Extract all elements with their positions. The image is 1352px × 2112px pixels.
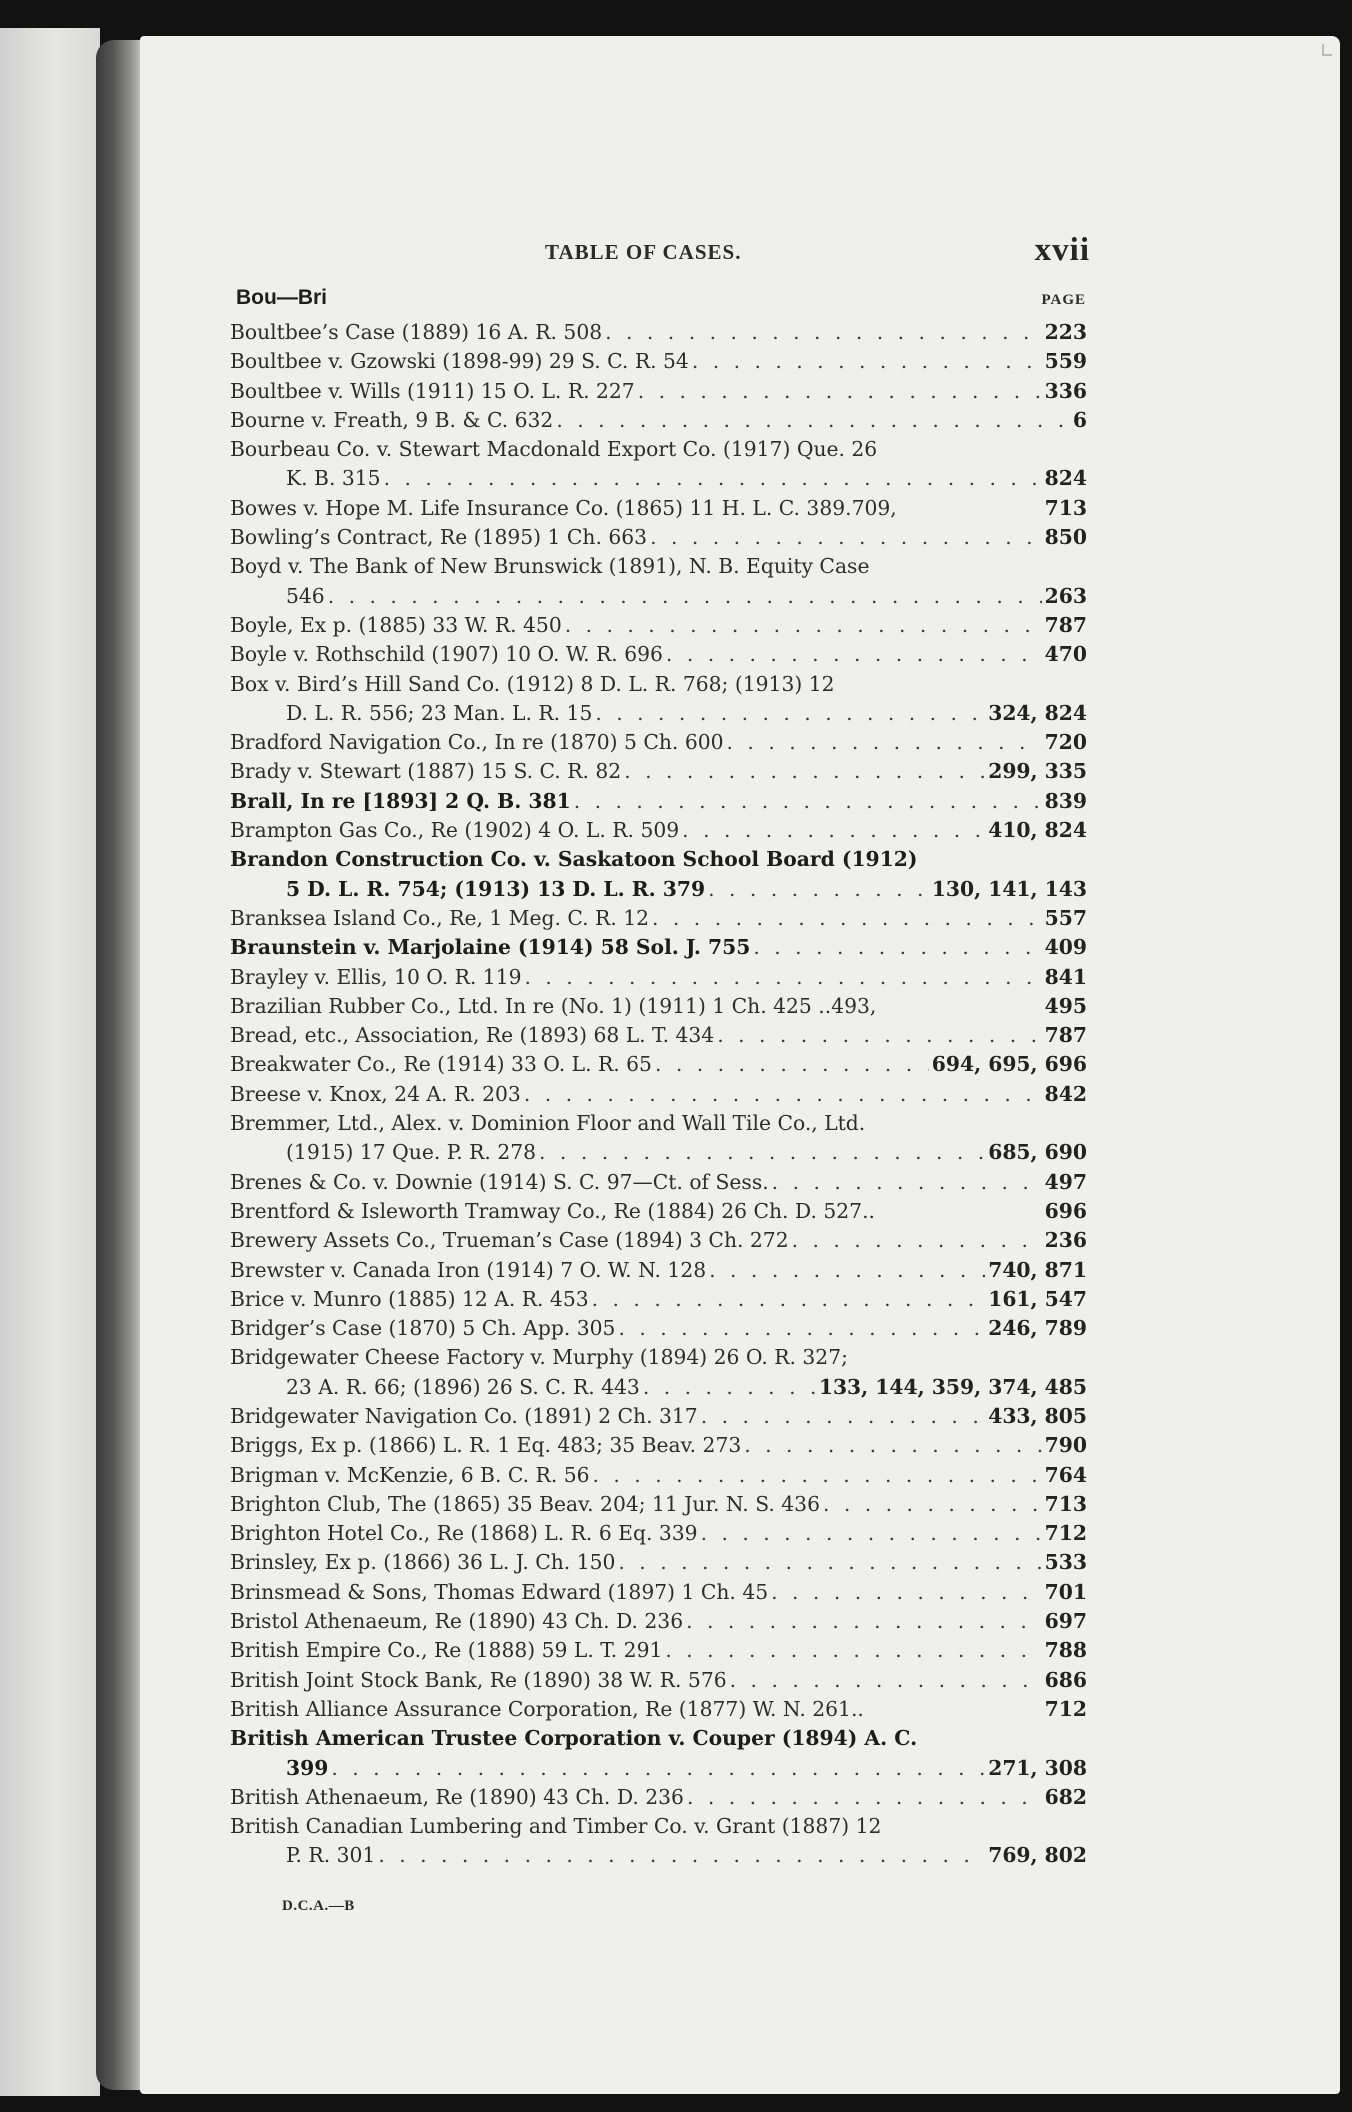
case-citation: Brazilian Rubber Co., Ltd. In re (No. 1) (1911) 1 Ch. 425 ..493, <box>230 993 877 1018</box>
case-entry <box>230 494 1087 523</box>
case-entry-line <box>230 1666 1087 1695</box>
case-entry-line <box>230 1226 1087 1255</box>
case-entry <box>230 1607 1087 1636</box>
dot-leader <box>709 1256 985 1285</box>
case-entry-line <box>230 1695 1087 1724</box>
page-reference: 130, 141, 143 <box>931 876 1087 901</box>
case-citation: Breakwater Co., Re (1914) 33 O. L. R. 65 <box>230 1052 652 1077</box>
case-citation: Bridger’s Case (1870) 5 Ch. App. 305 <box>230 1316 616 1341</box>
case-entry <box>230 318 1087 347</box>
page-reference: 685, 690 <box>988 1140 1087 1165</box>
case-entry-line <box>230 1754 1087 1783</box>
case-entry-line <box>230 347 1087 376</box>
case-entry-line <box>230 1373 1087 1402</box>
case-entry <box>230 1548 1087 1577</box>
dot-leader <box>692 347 1042 376</box>
dot-leader <box>574 787 1042 816</box>
case-list <box>230 318 1087 1871</box>
case-entry <box>230 845 1087 904</box>
case-entry-line <box>230 318 1087 347</box>
case-entry <box>230 992 1087 1021</box>
case-entry-line <box>230 1783 1087 1812</box>
dot-leader <box>717 1021 1041 1050</box>
case-entry <box>230 1343 1087 1402</box>
case-citation: British Empire Co., Re (1888) 59 L. T. 291 <box>230 1638 663 1663</box>
page-reference: 336 <box>1044 378 1087 403</box>
case-entry-line <box>230 494 1087 523</box>
dot-leader <box>701 1402 986 1431</box>
case-entry-line <box>230 377 1087 406</box>
case-entry-line <box>230 1841 1087 1870</box>
page-reference: 271, 308 <box>988 1755 1087 1780</box>
dot-leader <box>665 1636 1041 1665</box>
case-entry-line <box>230 1607 1087 1636</box>
case-entry-line <box>230 699 1087 728</box>
case-citation: British Athenaeum, Re (1890) 43 Ch. D. 236 <box>230 1784 684 1809</box>
page-reference: 686 <box>1044 1667 1087 1692</box>
case-entry <box>230 787 1087 816</box>
case-citation: Brewery Assets Co., Trueman’s Case (1894) 3 Ch. 272 <box>230 1228 789 1253</box>
case-citation: Brighton Club, The (1865) 35 Beav. 204; 11 Jur. N. S. 436 <box>230 1491 820 1516</box>
case-entry-line <box>230 728 1087 757</box>
dot-leader <box>772 1168 1042 1197</box>
case-citation: Bread, etc., Association, Re (1893) 68 L. T. 434 <box>230 1023 715 1048</box>
page-number: xvii <box>1034 232 1090 268</box>
page-reference: 133, 144, 359, 374, 485 <box>818 1374 1087 1399</box>
case-citation: Brighton Hotel Co., Re (1868) L. R. 6 Eq. 339 <box>230 1521 698 1546</box>
page-reference: 236 <box>1044 1228 1087 1253</box>
case-entry <box>230 1490 1087 1519</box>
page-reference: 161, 547 <box>988 1286 1087 1311</box>
dot-leader <box>655 1050 929 1079</box>
case-citation: Brady v. Stewart (1887) 15 S. C. R. 82 <box>230 759 622 784</box>
facing-page-edge <box>0 28 100 2096</box>
dot-leader <box>638 377 1042 406</box>
dot-leader <box>792 1226 1042 1255</box>
page-reference: 697 <box>1044 1609 1087 1634</box>
case-entry <box>230 1109 1087 1168</box>
case-citation: P. R. 301 <box>286 1843 376 1868</box>
case-entry-line <box>230 582 1087 611</box>
case-citation: 5 D. L. R. 754; (1913) 13 D. L. R. 379 <box>286 876 706 901</box>
dot-leader <box>595 699 985 728</box>
dot-leader <box>378 1841 985 1870</box>
case-citation: Brewster v. Canada Iron (1914) 7 O. W. N. 128 <box>230 1257 707 1282</box>
case-entry-line <box>230 1519 1087 1548</box>
case-citation: British Alliance Assurance Corporation, Re (1877) W. N. 261.. <box>230 1696 864 1721</box>
page-reference: 324, 824 <box>988 700 1087 725</box>
case-citation: Brinsley, Ex p. (1866) 36 L. J. Ch. 150 <box>230 1550 616 1575</box>
case-entry <box>230 1783 1087 1812</box>
page-reference: 701 <box>1044 1579 1087 1604</box>
case-entry-first-line: Boyd v. The Bank of New Brunswick (1891), N. B. Equity Case <box>230 554 870 579</box>
dot-leader <box>686 1607 1042 1636</box>
dot-leader <box>525 963 1042 992</box>
case-entry <box>230 933 1087 962</box>
case-entry <box>230 963 1087 992</box>
page-column-heading: PAGE <box>1041 292 1086 308</box>
case-entry <box>230 1402 1087 1431</box>
case-citation: K. B. 315 <box>286 466 381 491</box>
case-entry-first-line: British American Trustee Corporation v. Couper (1894) A. C. <box>230 1726 918 1751</box>
case-entry <box>230 1256 1087 1285</box>
dot-leader <box>624 757 985 786</box>
dot-leader <box>328 582 1042 611</box>
dot-leader <box>643 1373 816 1402</box>
case-citation: Brampton Gas Co., Re (1902) 4 O. L. R. 509 <box>230 818 680 843</box>
page-reference: 246, 789 <box>988 1316 1087 1341</box>
case-entry-line <box>230 757 1087 786</box>
page-reference: 790 <box>1044 1433 1087 1458</box>
page-reference: 410, 824 <box>988 818 1087 843</box>
case-entry-line <box>230 406 1087 435</box>
case-entry <box>230 757 1087 786</box>
running-title: TABLE OF CASES. <box>545 240 742 264</box>
page-reference: 694, 695, 696 <box>931 1052 1087 1077</box>
case-citation: D. L. R. 556; 23 Man. L. R. 15 <box>286 700 593 725</box>
page-reference: 559 <box>1044 349 1087 374</box>
page-reference: 764 <box>1044 1462 1087 1487</box>
case-citation: Brinsmead & Sons, Thomas Edward (1897) 1 Ch. 45 <box>230 1579 769 1604</box>
case-citation: Brenes & Co. v. Downie (1914) S. C. 97—Ct. of Sess. <box>230 1169 769 1194</box>
page-reference: 497 <box>1044 1169 1087 1194</box>
case-entry-line <box>230 1431 1087 1460</box>
case-entry-first-line: British Canadian Lumbering and Timber Co. v. Grant (1887) 12 <box>230 1814 882 1839</box>
dot-leader <box>708 875 929 904</box>
case-citation: Boultbee’s Case (1889) 16 A. R. 508 <box>230 320 603 344</box>
case-citation: (1915) 17 Que. P. R. 278 <box>286 1140 537 1165</box>
case-entry <box>230 1666 1087 1695</box>
case-entry-first-line: Brandon Construction Co. v. Saskatoon School Board (1912) <box>230 847 918 872</box>
case-entry <box>230 1636 1087 1665</box>
page-reference: 712 <box>1044 1521 1087 1546</box>
page-reference: 299, 335 <box>988 759 1087 784</box>
case-citation: Bowes v. Hope M. Life Insurance Co. (1865) 11 H. L. C. 389.709, <box>230 495 897 520</box>
dot-leader <box>592 1285 986 1314</box>
page-reference: 682 <box>1044 1784 1087 1809</box>
case-entry-line <box>230 1080 1087 1109</box>
case-entry-line <box>230 1021 1087 1050</box>
case-entry-line <box>230 1168 1087 1197</box>
case-entry-line <box>230 523 1087 552</box>
case-citation: British Joint Stock Bank, Re (1890) 38 W. R. 576 <box>230 1667 727 1692</box>
case-entry <box>230 377 1087 406</box>
case-entry <box>230 1695 1087 1724</box>
case-entry-line <box>230 1314 1087 1343</box>
page-reference: 223 <box>1044 320 1087 344</box>
page-reference: 713 <box>1044 495 1087 520</box>
case-entry <box>230 1021 1087 1050</box>
dot-leader <box>652 904 1042 933</box>
page-reference: 769, 802 <box>988 1843 1087 1868</box>
page-reference: 850 <box>1044 525 1087 550</box>
case-citation: Boyle, Ex p. (1885) 33 W. R. 450 <box>230 612 562 637</box>
dot-leader <box>701 1519 1042 1548</box>
case-entry-line <box>230 1138 1087 1167</box>
case-citation: Brice v. Munro (1885) 12 A. R. 453 <box>230 1286 589 1311</box>
case-entry <box>230 1168 1087 1197</box>
corner-mark <box>1322 44 1332 56</box>
dot-leader <box>605 318 1042 347</box>
case-entry-line <box>230 1402 1087 1431</box>
case-entry-line <box>230 1490 1087 1519</box>
case-citation: Bristol Athenaeum, Re (1890) 43 Ch. D. 236 <box>230 1609 684 1634</box>
case-entry-line <box>230 787 1087 816</box>
case-entry <box>230 435 1087 494</box>
case-entry <box>230 1812 1087 1871</box>
case-entry <box>230 611 1087 640</box>
case-entry <box>230 904 1087 933</box>
dot-leader <box>753 933 1041 962</box>
case-citation: Bridgewater Navigation Co. (1891) 2 Ch. 317 <box>230 1403 698 1428</box>
case-entry-line <box>230 1256 1087 1285</box>
case-entry <box>230 728 1087 757</box>
case-entry-line <box>230 1050 1087 1079</box>
case-entry <box>230 552 1087 611</box>
dot-leader <box>384 464 1042 493</box>
page-reference: 788 <box>1044 1638 1087 1663</box>
case-entry <box>230 1431 1087 1460</box>
dot-leader <box>565 611 1042 640</box>
case-citation: 546 <box>286 583 325 608</box>
page-reference: 841 <box>1044 964 1087 989</box>
dot-leader <box>650 523 1042 552</box>
case-entry <box>230 1724 1087 1783</box>
case-entry-line <box>230 1578 1087 1607</box>
signature-mark: D.C.A.—B <box>282 1898 355 1914</box>
page-reference: 839 <box>1044 788 1087 813</box>
case-entry-line <box>230 1636 1087 1665</box>
case-entry-line <box>230 933 1087 962</box>
page-reference: 495 <box>1044 993 1087 1018</box>
case-citation: Brall, In re [1893] 2 Q. B. 381 <box>230 788 571 813</box>
case-entry <box>230 1314 1087 1343</box>
page-reference: 557 <box>1044 905 1087 930</box>
case-citation: 23 A. R. 66; (1896) 26 S. C. R. 443 <box>286 1374 640 1399</box>
dot-leader <box>331 1754 985 1783</box>
dot-leader <box>618 1314 985 1343</box>
book-gutter <box>96 40 144 2090</box>
case-citation: Boyle v. Rothschild (1907) 10 O. W. R. 696 <box>230 642 663 667</box>
case-entry <box>230 670 1087 729</box>
dot-leader <box>682 816 985 845</box>
case-citation: 399 <box>286 1755 329 1780</box>
dot-leader <box>823 1490 1042 1519</box>
case-entry-first-line: Box v. Bird’s Hill Sand Co. (1912) 8 D. L. R. 768; (1913) 12 <box>230 671 835 696</box>
case-citation: Braunstein v. Marjolaine (1914) 58 Sol. J. 755 <box>230 935 751 960</box>
page-reference: 696 <box>1044 1198 1087 1223</box>
page-reference: 6 <box>1072 407 1087 432</box>
page-reference: 470 <box>1044 642 1087 667</box>
case-entry <box>230 640 1087 669</box>
page-reference: 787 <box>1044 612 1087 637</box>
page-reference: 842 <box>1044 1081 1087 1106</box>
case-entry <box>230 1285 1087 1314</box>
case-entry <box>230 1519 1087 1548</box>
case-entry <box>230 347 1087 376</box>
case-entry-line <box>230 816 1087 845</box>
page-reference: 533 <box>1044 1550 1087 1575</box>
case-citation: Breese v. Knox, 24 A. R. 203 <box>230 1081 521 1106</box>
case-entry <box>230 1050 1087 1079</box>
case-entry <box>230 1226 1087 1255</box>
case-entry <box>230 816 1087 845</box>
case-entry <box>230 1080 1087 1109</box>
case-entry-line <box>230 640 1087 669</box>
alphabet-range: Bou—Bri <box>236 286 327 309</box>
case-entry-line <box>230 1197 1087 1226</box>
case-citation: Brigman v. McKenzie, 6 B. C. R. 56 <box>230 1462 590 1487</box>
page-reference: 409 <box>1044 935 1087 960</box>
dot-leader <box>730 1666 1042 1695</box>
case-citation: Boultbee v. Gzowski (1898-99) 29 S. C. R. 54 <box>230 349 689 374</box>
case-citation: Bourne v. Freath, 9 B. & C. 632 <box>230 407 554 432</box>
case-entry <box>230 1578 1087 1607</box>
page-reference: 712 <box>1044 1696 1087 1721</box>
page-reference: 740, 871 <box>988 1257 1087 1282</box>
page-reference: 713 <box>1044 1491 1087 1516</box>
dot-leader <box>618 1548 1041 1577</box>
dot-leader <box>593 1461 1042 1490</box>
case-citation: Bradford Navigation Co., In re (1870) 5 Ch. 600 <box>230 730 724 755</box>
range-row <box>236 286 1086 316</box>
dot-leader <box>556 406 1070 435</box>
case-entry <box>230 1461 1087 1490</box>
page-reference: 824 <box>1044 466 1087 491</box>
case-entry-line <box>230 1548 1087 1577</box>
dot-leader <box>744 1431 1041 1460</box>
case-entry-line <box>230 1461 1087 1490</box>
case-entry-line <box>230 1285 1087 1314</box>
case-entry <box>230 406 1087 435</box>
case-entry-first-line: Bridgewater Cheese Factory v. Murphy (1894) 26 O. R. 327; <box>230 1345 848 1370</box>
case-citation: Briggs, Ex p. (1866) L. R. 1 Eq. 483; 35 Beav. 273 <box>230 1433 742 1458</box>
case-entry <box>230 523 1087 552</box>
page-reference: 263 <box>1044 583 1087 608</box>
case-citation: Branksea Island Co., Re, 1 Meg. C. R. 12 <box>230 905 650 930</box>
case-citation: Bowling’s Contract, Re (1895) 1 Ch. 663 <box>230 525 648 550</box>
case-citation: Boultbee v. Wills (1911) 15 O. L. R. 227 <box>230 378 635 403</box>
case-entry <box>230 1197 1087 1226</box>
page-reference: 787 <box>1044 1023 1087 1048</box>
case-citation: Brayley v. Ellis, 10 O. R. 119 <box>230 964 522 989</box>
case-entry-line <box>230 963 1087 992</box>
case-citation: Brentford & Isleworth Tramway Co., Re (1884) 26 Ch. D. 527.. <box>230 1198 875 1223</box>
dot-leader <box>687 1783 1042 1812</box>
case-entry-line <box>230 904 1087 933</box>
page-reference: 720 <box>1044 730 1087 755</box>
case-entry-first-line: Bourbeau Co. v. Stewart Macdonald Export Co. (1917) Que. 26 <box>230 437 878 462</box>
case-entry-first-line: Bremmer, Ltd., Alex. v. Dominion Floor and Wall Tile Co., Ltd. <box>230 1111 866 1136</box>
case-entry-line <box>230 611 1087 640</box>
dot-leader <box>524 1080 1042 1109</box>
dot-leader <box>727 728 1042 757</box>
page-reference: 433, 805 <box>988 1403 1087 1428</box>
case-entry-line <box>230 875 1087 904</box>
page-header <box>545 232 1090 278</box>
dot-leader <box>771 1578 1042 1607</box>
case-entry-line <box>230 464 1087 493</box>
case-entry-line <box>230 992 1087 1021</box>
dot-leader <box>666 640 1042 669</box>
dot-leader <box>539 1138 985 1167</box>
